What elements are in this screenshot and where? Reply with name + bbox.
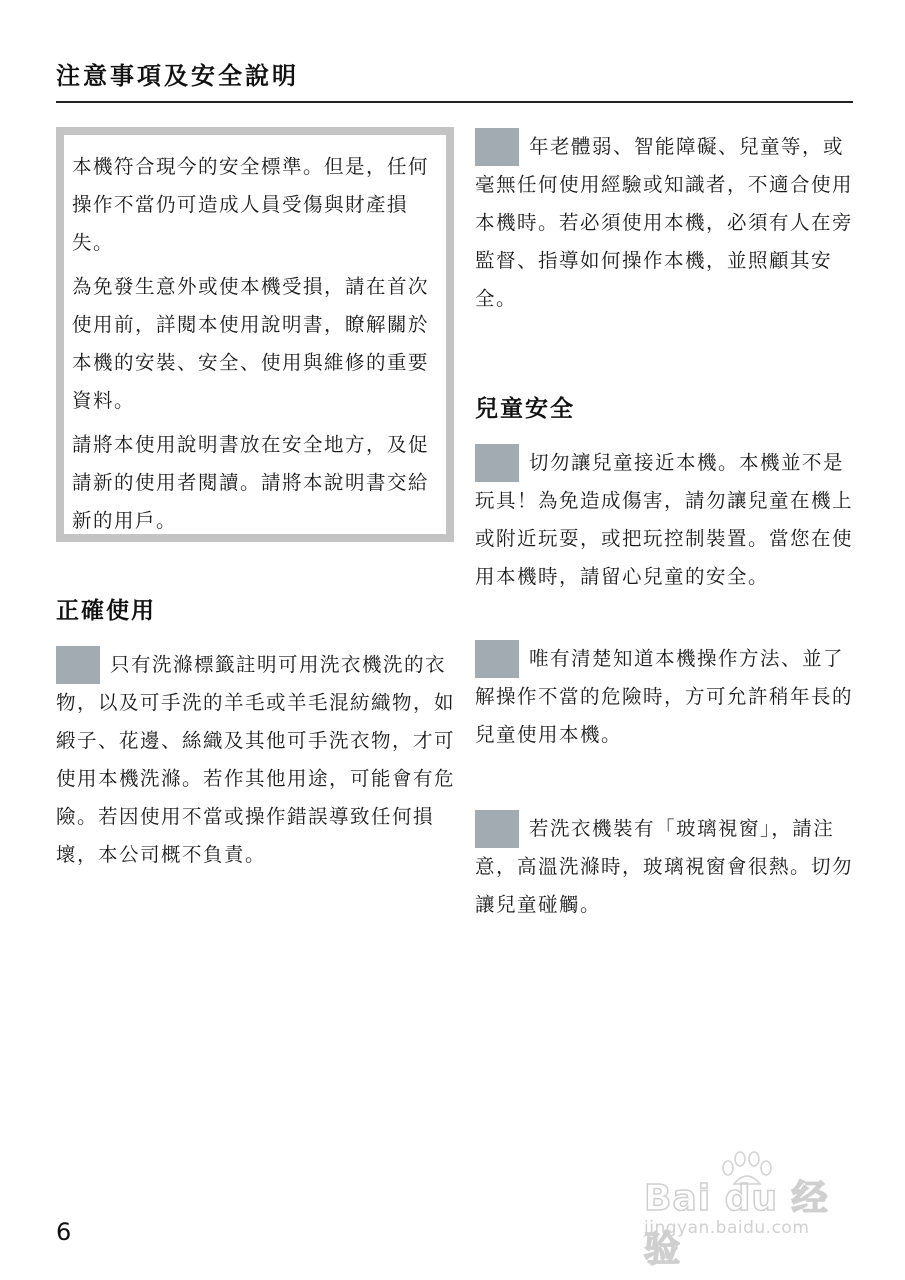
safety-notice-box [56,127,454,542]
baidu-watermark [640,1150,855,1270]
section-marker [475,128,519,166]
notice-paragraph: 請將本使用說明書放在安全地方，及促請新的使用者閱讀。請將本說明書交給新的用戶。 [72,433,430,532]
correct-use-heading: 正確使用 [56,598,156,624]
title-divider [56,101,853,103]
child-safety-text: 若洗衣機裝有「玻璃視窗」，請注意，高溫洗滌時，玻璃視窗會很熱。切勿讓兒童碰觸。 [475,817,854,916]
elderly-paragraph [475,128,853,318]
notice-paragraph: 為免發生意外或使本機受損，請在首次使用前，詳閱本使用說明書，瞭解關於本機的安裝、安全、使用與維修的重要資料。 [72,275,430,412]
correct-use-paragraph [56,646,456,874]
child-safety-item [475,810,853,924]
child-safety-item [475,640,853,754]
notice-paragraph: 本機符合現今的安全標準。但是，任何操作不當仍可造成人員受傷與財產損失。 [72,155,430,254]
section-marker [475,810,519,848]
elderly-text: 年老體弱、智能障礙、兒童等，或毫無任何使用經驗或知識者，不適合使用本機時。若必須使用本機，必須有人在旁監督、指導如何操作本機，並照顧其安全。 [475,135,854,310]
section-marker [475,640,519,678]
child-safety-heading: 兒童安全 [475,396,575,422]
page-title: 注意事項及安全說明 [56,62,299,90]
correct-use-text: 只有洗滌標籤註明可用洗衣機洗的衣物，以及可手洗的羊毛或羊毛混紡織物，如緞子、花邊、絲織及其他可手洗衣物，才可使用本機洗滌。若作其他用途，可能會有危險。若因使用不當或操作錯誤導致任何損壞，本公司概不負責。 [56,653,456,866]
child-safety-text: 唯有清楚知道本機操作方法、並了解操作不當的危險時，方可允許稍年長的兒童使用本機。 [475,647,854,746]
section-marker [56,646,100,684]
page-number: 6 [56,1218,72,1246]
child-safety-item [475,444,853,596]
watermark-logo: Bai du 经验 [644,1178,829,1270]
child-safety-text: 切勿讓兒童接近本機。本機並不是玩具！為免造成傷害，請勿讓兒童在機上或附近玩耍，或把玩控制裝置。當您在使用本機時，請留心兒童的安全。 [475,451,854,588]
section-marker [475,444,519,482]
watermark-url: jingyan.baidu.com [644,1218,810,1238]
